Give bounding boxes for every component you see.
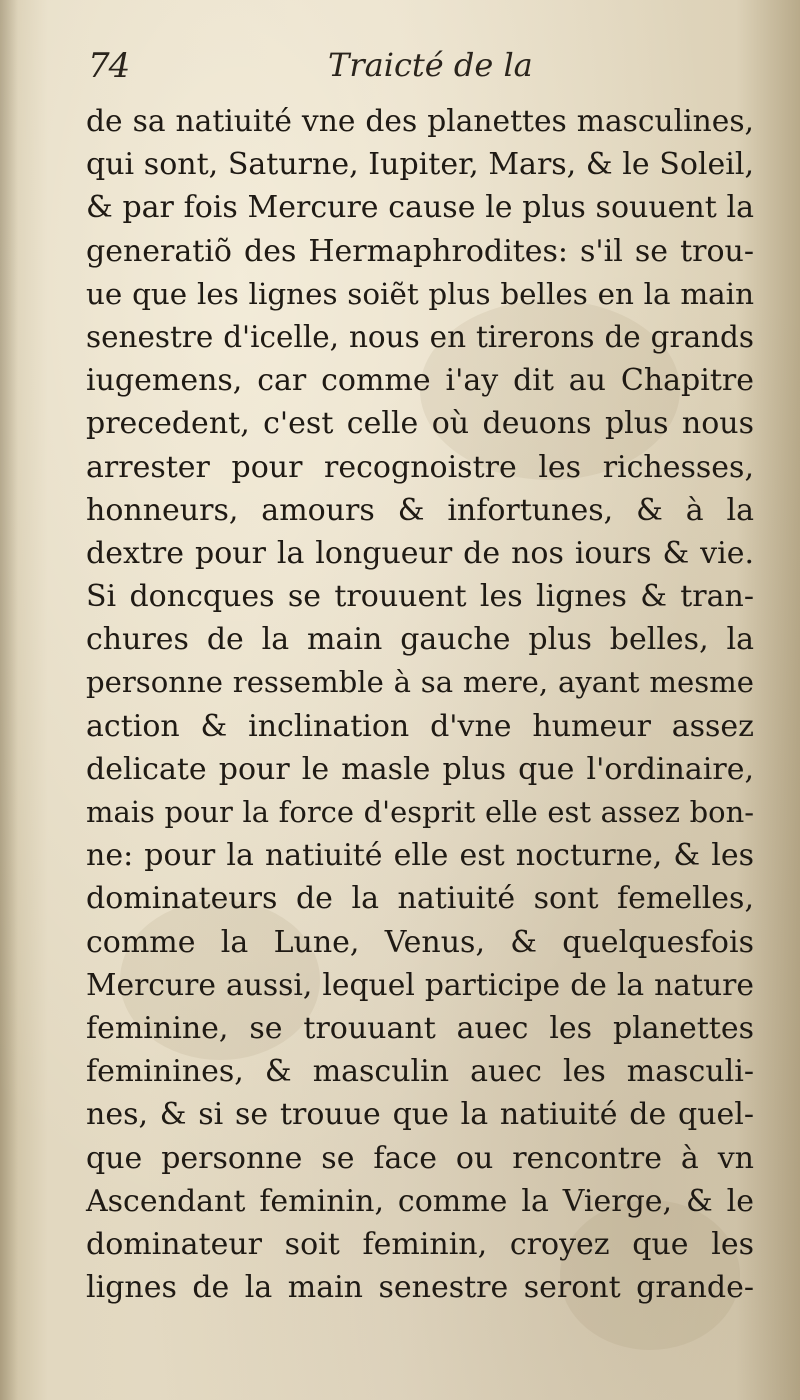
text-line: action & inclination d'vne humeur assez [86,708,754,744]
text-line: senestre d'icelle, nous en tirerons de grands [86,319,754,354]
text-line: feminine, se trouuant auec les planettes [86,1010,754,1046]
text-line: personne ressemble à sa mere, ayant mesme [86,665,754,700]
text-line: precedent, c'est celle où deuons plus nous [86,406,754,442]
text-line: generatiõ des Hermaphrodites: s'il se trou- [86,233,754,269]
text-line: delicate pour le masle plus que l'ordinaire, [86,751,754,787]
text-line: ne: pour la natiuité elle est nocturne, & les [86,838,754,874]
text-line: arrester pour recognoistre les richesses, [86,449,754,485]
text-line: lignes de la main senestre seront grande- [86,1270,754,1306]
running-title: Traicté de la [328,46,533,84]
text-line: dextre pour la longueur de nos iours & vie. [86,535,754,571]
text-line: Ascendant feminin, comme la Vierge, & le [86,1183,754,1219]
text-line: ue que les lignes soiẽt plus belles en la main [86,276,754,311]
text-line: chures de la main gauche plus belles, la [86,622,754,658]
text-line: mais pour la force d'esprit elle est assez bon- [86,795,754,829]
text-line: qui sont, Saturne, Iupiter, Mars, & le Soleil, [86,147,754,183]
text-line: dominateur soit feminin, croyez que les [86,1226,754,1262]
page-number: 74 [88,46,130,86]
text-line: que personne se face ou rencontre à vn [86,1140,754,1176]
body-text [86,100,754,1309]
text-line: nes, & si se trouue que la natiuité de quel- [86,1097,754,1133]
text-line: iugemens, car comme i'ay dit au Chapitre [86,363,754,399]
text-line: comme la Lune, Venus, & quelquesfois [86,924,754,960]
text-line: Si doncques se trouuent les lignes & tran- [86,579,754,615]
text-line: feminines, & masculin auec les masculi- [86,1054,754,1090]
text-line: dominateurs de la natiuité sont femelles, [86,881,754,917]
text-line: honneurs, amours & infortunes, & à la [86,492,754,528]
text-line: de sa natiuité vne des planettes masculines, [86,104,754,139]
gutter-shadow [0,0,18,1400]
page-header [88,46,740,96]
text-line: Mercure aussi, lequel participe de la nature [86,967,754,1003]
text-line: & par fois Mercure cause le plus souuent la [86,190,754,226]
